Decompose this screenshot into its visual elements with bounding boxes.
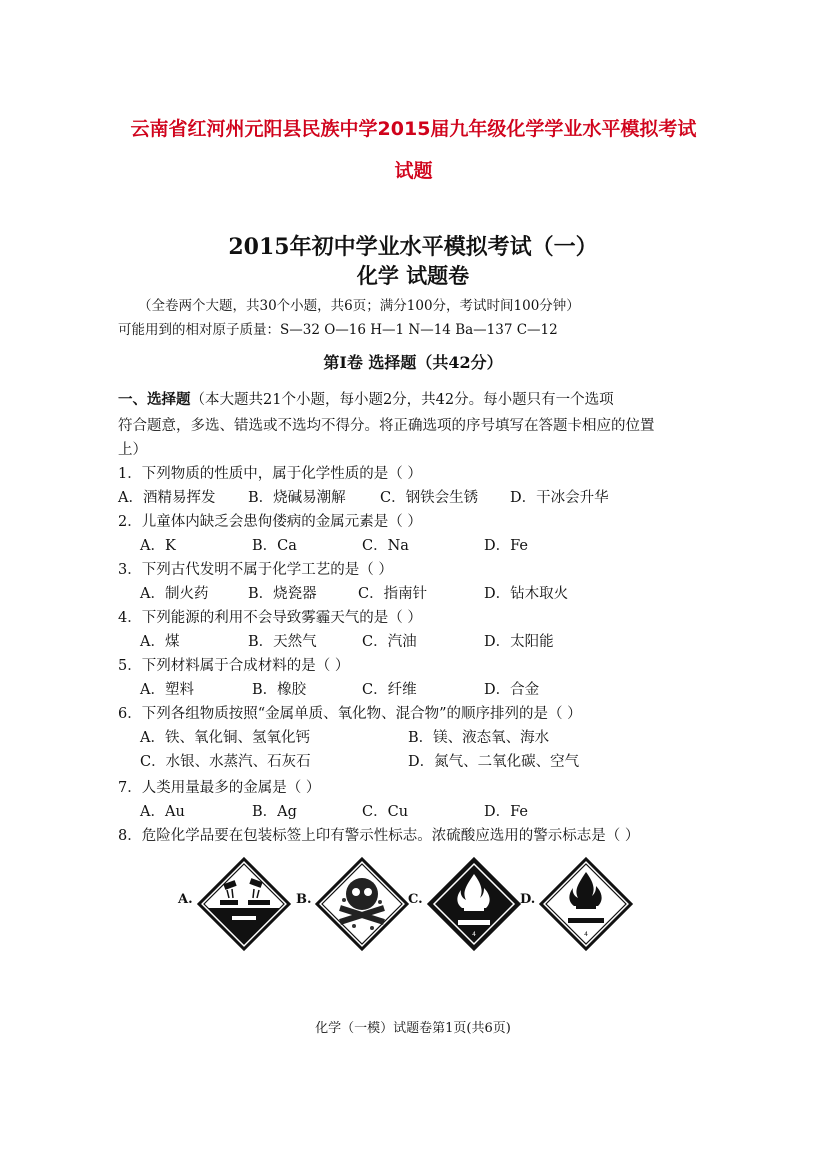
- document-title-line2: 试题: [394, 160, 433, 182]
- question-4-option-b: B．天然气: [248, 634, 317, 650]
- question-6-stem: 6．下列各组物质按照“金属单质、氧化物、混合物”的顺序排列的是（ ）: [118, 706, 582, 722]
- question-2-option-c: C．Na: [362, 538, 409, 554]
- exam-subtitle: 化学 试题卷: [356, 263, 470, 288]
- exam-info: （全卷两个大题，共30个小题，共6页；满分100分，考试时间100分钟）: [138, 298, 580, 314]
- question-4-option-a: A．煤: [140, 634, 180, 650]
- question-4-option-d: D．太阳能: [484, 634, 554, 650]
- question-7-option-a: A．Au: [140, 804, 185, 820]
- question-2-stem: 2．儿童体内缺乏会患佝偻病的金属元素是（ ）: [118, 514, 422, 530]
- exam-title: 2015年初中学业水平模拟考试（一）: [228, 234, 598, 260]
- question-5-option-c: C．纤维: [362, 682, 417, 698]
- flammable-solid-sign-icon: [538, 856, 634, 952]
- question-4-stem: 4．下列能源的利用不会导致雾霾天气的是（ ）: [118, 610, 422, 626]
- question-6-option-c: C．水银、水蒸汽、石灰石: [140, 754, 311, 770]
- question-6-option-b: B．镁、液态氧、海水: [408, 730, 550, 746]
- question-7-option-c: C．Cu: [362, 804, 409, 820]
- question-5-option-d: D．合金: [484, 682, 540, 698]
- question-8-option-d: [520, 860, 670, 950]
- question-2-option-b: B．Ca: [252, 538, 297, 554]
- question-3-stem: 3．下列古代发明不属于化学工艺的是（ ）: [118, 562, 393, 578]
- question-1-stem: 1．下列物质的性质中，属于化学性质的是（ ）: [118, 466, 422, 482]
- question-1-option-a: A．酒精易挥发: [118, 490, 216, 506]
- question-8-stem: 8．危险化学品要在包装标签上印有警示性标志。浓硫酸应选用的警示标志是（ ）: [118, 828, 640, 844]
- question-4-option-c: C．汽油: [362, 634, 417, 650]
- section-title: 第Ⅰ卷 选择题（共42分）: [323, 353, 503, 372]
- atomic-masses: 可能用到的相对原子质量：S—32 O—16 H—1 N—14 Ba—137 C—12: [118, 322, 558, 338]
- question-3-option-b: B．烧瓷器: [248, 586, 317, 602]
- question-3-option-d: D．钻木取火: [484, 586, 569, 602]
- question-2-option-a: A．K: [140, 538, 176, 554]
- question-3-option-c: C．指南针: [358, 586, 428, 602]
- option-c-letter: C.: [408, 892, 423, 907]
- toxic-sign-icon: [314, 856, 410, 952]
- question-1-option-b: B．烧碱易潮解: [248, 490, 346, 506]
- option-b-letter: B.: [296, 892, 312, 907]
- instructions-line2: 符合题意，多选、错选或不选均不得分。将正确选项的序号填写在答题卡相应的位置: [118, 418, 655, 434]
- question-6-option-a: A．铁、氧化铜、氢氧化钙: [140, 730, 310, 746]
- question-5-option-a: A．塑料: [140, 682, 194, 698]
- svg-text:4: 4: [472, 931, 476, 938]
- instructions-head: 一、选择题: [118, 391, 191, 408]
- question-6-option-d: D．氮气、二氧化碳、空气: [408, 754, 580, 770]
- option-d-letter: D.: [520, 892, 536, 907]
- exam-page-scan: [118, 210, 708, 1070]
- instructions-text1: （本大题共21个小题，每小题2分，共42分。每小题只有一个选项: [190, 392, 614, 408]
- page-footer: 化学（一模）试题卷第1页(共6页): [315, 1021, 511, 1036]
- question-7-option-d: D．Fe: [484, 804, 528, 820]
- corrosive-sign-icon: [196, 856, 292, 952]
- question-3-option-a: A．制火药: [140, 586, 209, 602]
- instructions-line1: [118, 388, 614, 409]
- question-7-option-b: B．Ag: [252, 804, 297, 820]
- instructions-line3: 上）: [118, 442, 147, 458]
- svg-text:4: 4: [584, 931, 588, 938]
- question-5-option-b: B．橡胶: [252, 682, 307, 698]
- question-1-option-d: D．干冰会升华: [510, 490, 609, 506]
- question-7-stem: 7．人类用量最多的金属是（ ）: [118, 780, 321, 796]
- question-2-option-d: D．Fe: [484, 538, 528, 554]
- flammable-sign-icon: [426, 856, 522, 952]
- question-1-option-c: C．钢铁会生锈: [380, 490, 479, 506]
- option-a-letter: A.: [178, 892, 193, 907]
- question-5-stem: 5．下列材料属于合成材料的是（ ）: [118, 658, 350, 674]
- document-title-line1: 云南省红河州元阳县民族中学2015届九年级化学学业水平模拟考试: [130, 118, 697, 140]
